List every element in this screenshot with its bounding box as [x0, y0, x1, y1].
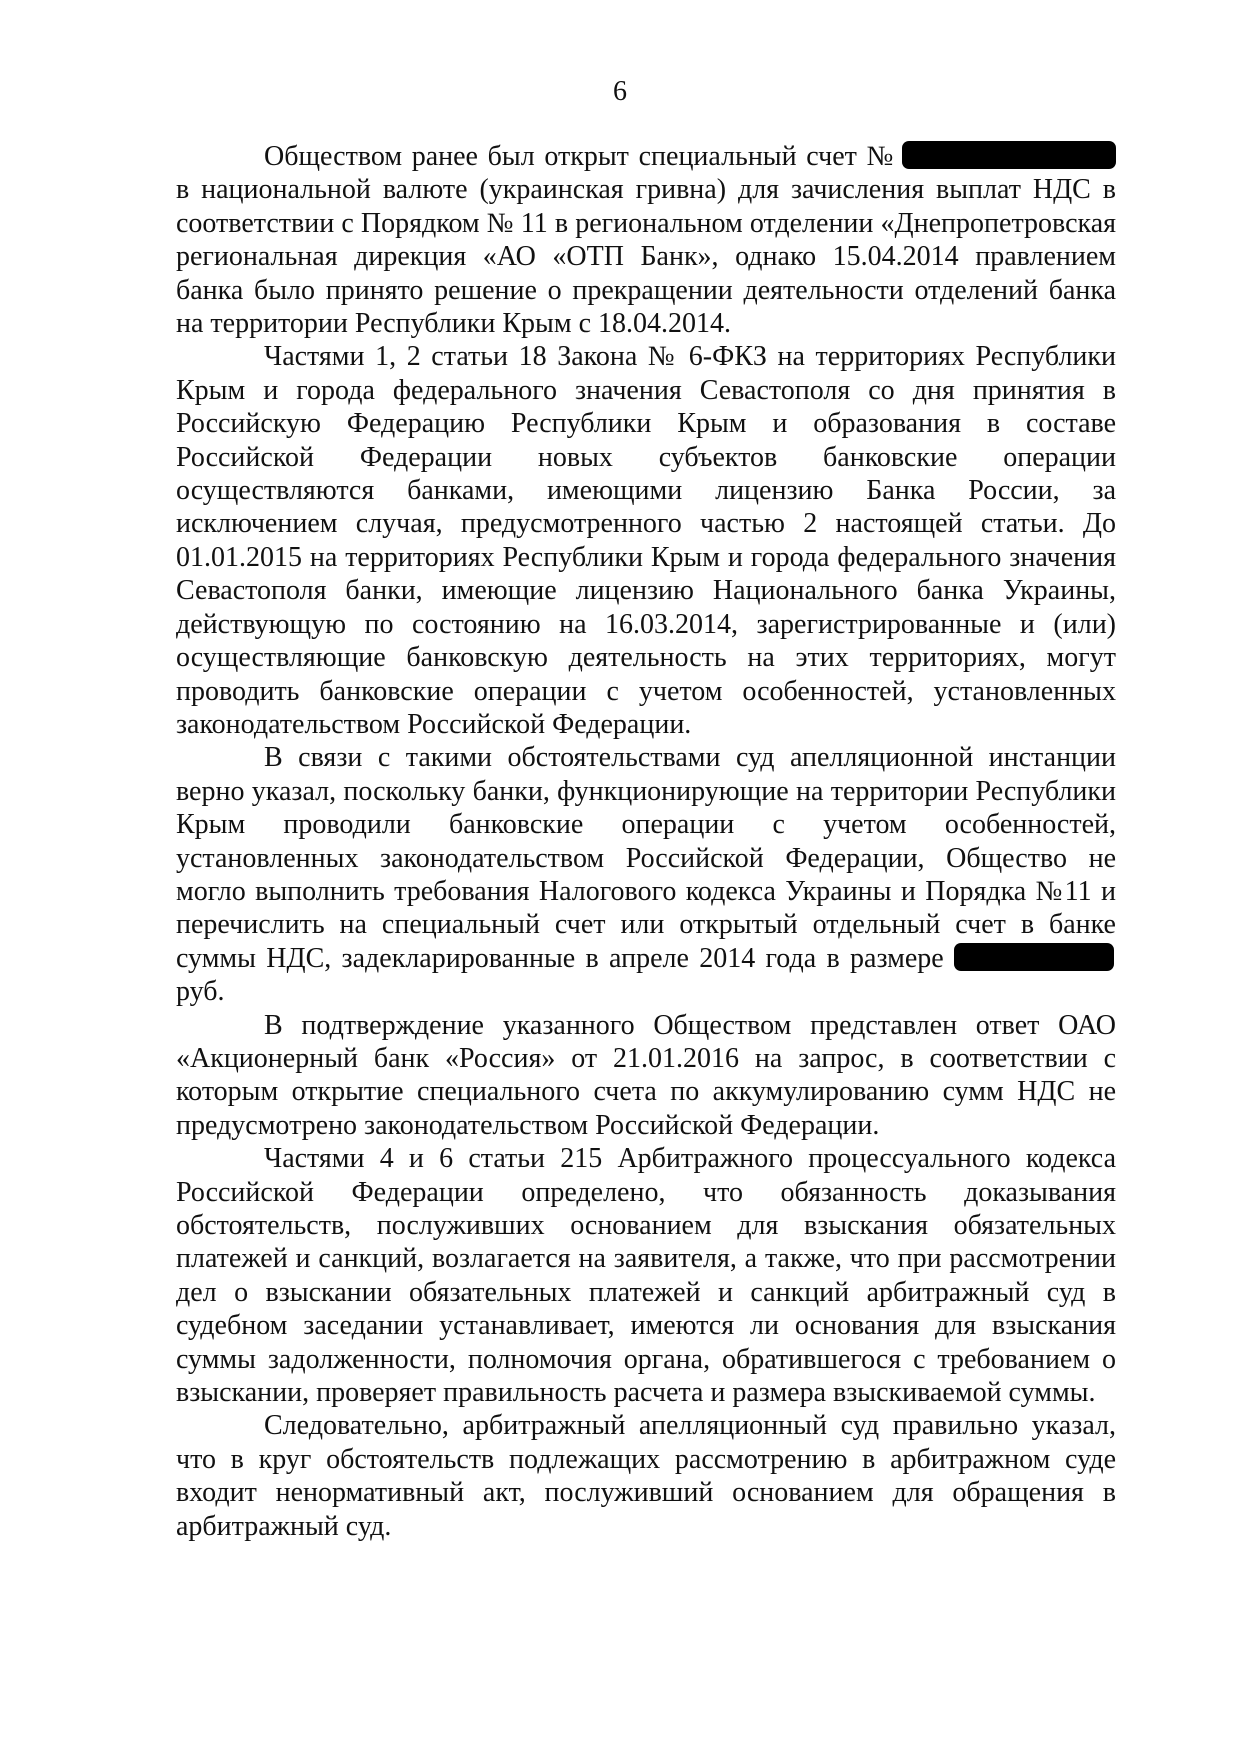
paragraph-text: в национальной валюте (украинская гривна) для зачисления выплат НДС в соответствии с Порядком № 11 в региональном отделении «Днепропетровская региональная дирекция «АО «ОТП Банк», однако 15.04.2014 правлением банка было принято решение о прекращении деятельности отделений банка на территории Республики Крым с 18.04.2014.: [176, 174, 1116, 340]
document-body: [176, 140, 1116, 1543]
paragraph-text: руб.: [176, 976, 225, 1008]
redacted-account-number: [902, 141, 1116, 169]
paragraph-special-account: [176, 140, 1116, 340]
paragraph-text: В связи с такими обстоятельствами суд апелляционной инстанции верно указал, поскольку банки, функционирующие на территории Республики Крым проводили банковские операции с учетом особенностей, установленных законодательством Российской Федерации, Общество не могло выполнить требования Налогового кодекса Украины и Порядка №11 и перечислить на специальный счет или открытый отдельный счет в банке суммы НДС, задекларированные в апреле 2014 года в размере: [176, 742, 1116, 974]
paragraph-law-6-fkz: Частями 1, 2 статьи 18 Закона № 6-ФКЗ на территориях Республики Крым и города федерального значения Севастополя со дня принятия в Российскую Федерацию Республики Крым и образования в составе Российской Федерации новых субъектов банковские операции осуществляются банками, имеющими лицензию Банка России, за исключением случая, предусмотренного частью 2 настоящей статьи. До 01.01.2015 на территориях Республики Крым и города федерального значения Севастополя банки, имеющие лицензию Национального банка Украины, действующую по состоянию на 16.03.2014, зарегистрированные и (или) осуществляющие банковскую деятельность на этих территориях, могут проводить банковские операции с учетом особенностей, установленных законодательством Российской Федерации.: [176, 341, 1116, 740]
paragraph-bank-response: В подтверждение указанного Обществом представлен ответ ОАО «Акционерный банк «Россия» от 21.01.2016 на запрос, в соответствии с которым открытие специального счета по аккумулированию сумм НДС не предусмотрено законодательством Российской Федерации.: [176, 1009, 1116, 1141]
paragraph-conclusion: Следовательно, арбитражный апелляционный суд правильно указал, что в круг обстоятельств подлежащих рассмотрению в арбитражном суде входит ненормативный акт, послуживший основанием для обращения в арбитражный суд.: [176, 1410, 1116, 1542]
page-number: 6: [613, 76, 627, 107]
paragraph-appeal-court-conclusion: [176, 741, 1116, 1008]
redacted-amount: [954, 943, 1114, 971]
paragraph-text: Обществом ранее был открыт специальный счет №: [264, 141, 896, 172]
paragraph-article-215: Частями 4 и 6 статьи 215 Арбитражного процессуального кодекса Российской Федерации определено, что обязанность доказывания обстоятельств, послуживших основанием для взыскания обязательных платежей и санкций, возлагается на заявителя, а также, что при рассмотрении дел о взыскании обязательных платежей и санкций арбитражный суд в судебном заседании устанавливает, имеются ли основания для взыскания суммы задолженности, полномочия органа, обратившегося с требованием о взыскании, проверяет правильность расчета и размера взыскиваемой суммы.: [176, 1143, 1116, 1409]
